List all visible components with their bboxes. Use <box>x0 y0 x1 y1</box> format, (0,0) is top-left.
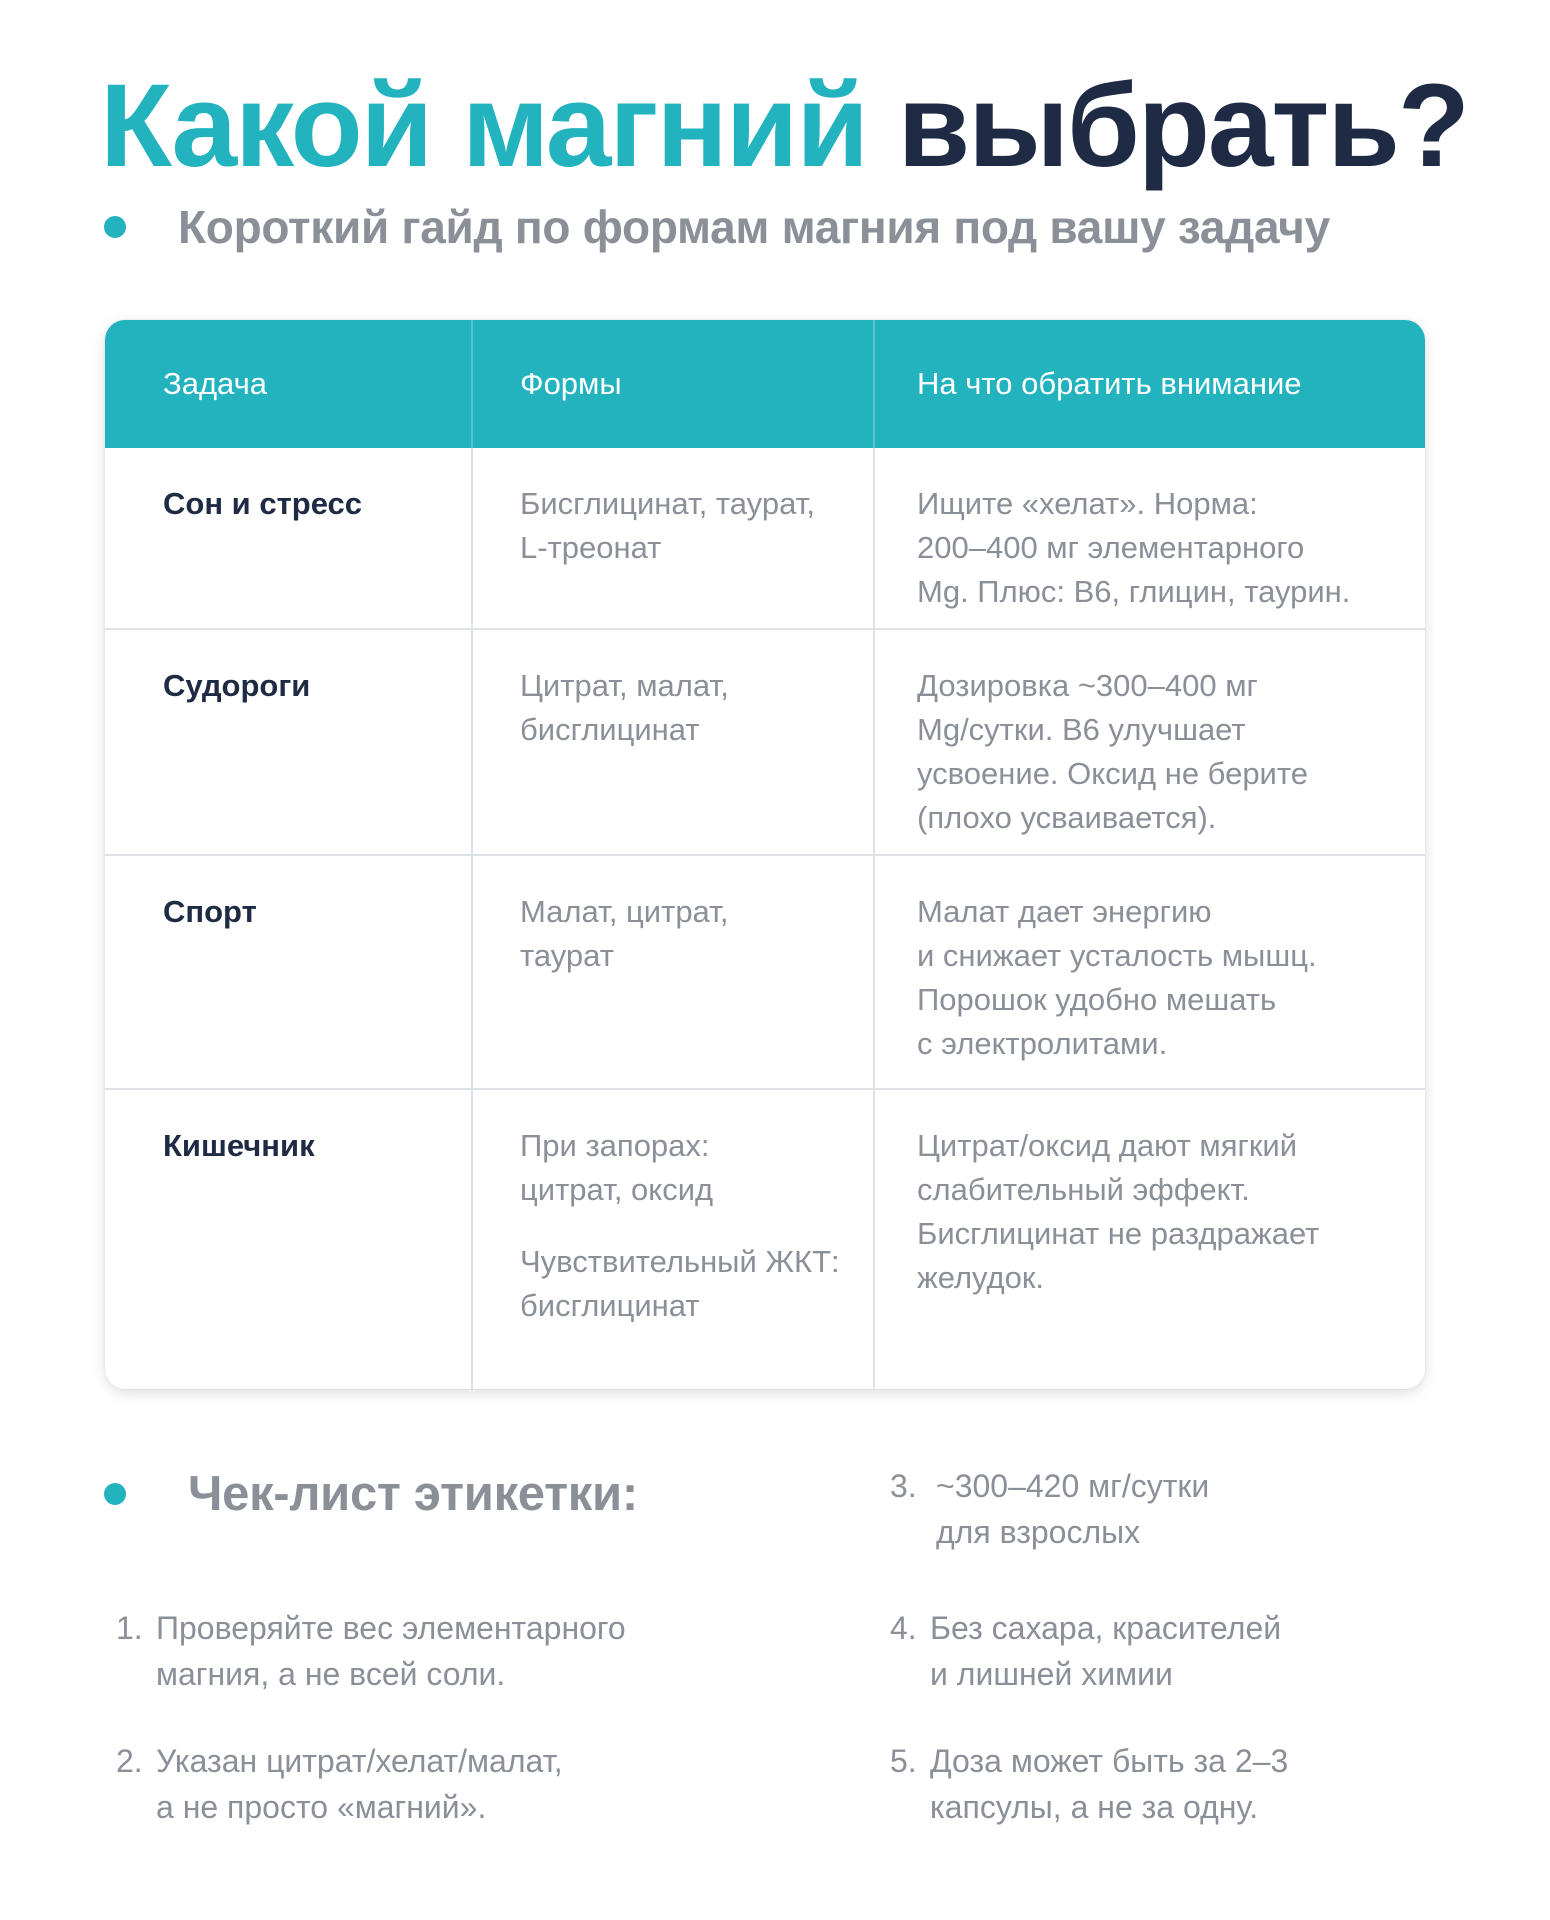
checklist-item-line: а не просто «магний». <box>156 1789 487 1825</box>
forms-cell <box>473 448 875 628</box>
title-dark: выбрать? <box>897 60 1468 192</box>
checklist-item <box>116 1605 626 1697</box>
checklist-heading: Чек-лист этикетки: <box>188 1467 638 1521</box>
checklist-item <box>890 1738 1288 1830</box>
notes-line: Бисглицинат не раздражает <box>917 1216 1320 1251</box>
forms-line: таурат <box>520 938 614 973</box>
magnesium-table <box>105 320 1425 1389</box>
forms-line: При запорах: <box>520 1128 710 1163</box>
column-header-task: Задача <box>105 320 473 448</box>
forms-line: бисглицинат <box>520 712 700 747</box>
notes-cell <box>875 448 1425 628</box>
checklist-item-number: 5. <box>890 1743 917 1779</box>
notes-line: Малат дает энергию <box>917 894 1212 929</box>
column-header-forms: Формы <box>473 320 875 448</box>
checklist-item-line: магния, а не всей соли. <box>156 1656 506 1692</box>
table-header-row <box>105 320 1425 448</box>
checklist-item-line: ~300–420 мг/сутки <box>936 1468 1210 1504</box>
table-row <box>105 1090 1425 1389</box>
notes-cell <box>875 856 1425 1088</box>
notes-cell <box>875 1090 1425 1389</box>
notes-line: желудок. <box>917 1260 1045 1295</box>
forms-cell <box>473 630 875 854</box>
column-header-notes: На что обратить внимание <box>917 366 1302 401</box>
checklist-item-number: 4. <box>890 1610 917 1646</box>
checklist-heading-row <box>104 1466 638 1522</box>
notes-line: Дозировка ~300–400 мг <box>917 668 1258 703</box>
forms-line: Бисглицинат, таурат, <box>520 486 815 521</box>
checklist-item-line: и лишней химии <box>930 1656 1173 1692</box>
checklist-item-line: Доза может быть за 2–3 <box>930 1743 1289 1779</box>
notes-cell <box>875 630 1425 854</box>
forms-cell <box>473 1090 875 1389</box>
checklist-item-line: Проверяйте вес элементарного <box>156 1610 626 1646</box>
forms-line: цитрат, оксид <box>520 1172 714 1207</box>
notes-line: Цитрат/оксид дают мягкий <box>917 1128 1298 1163</box>
task-cell: Сон и стресс <box>105 448 473 628</box>
notes-line: Порошок удобно мешать <box>917 982 1277 1017</box>
notes-line: и снижает усталость мышц. <box>917 938 1317 973</box>
notes-line: Ищите «хелат». Норма: <box>917 486 1258 521</box>
notes-line: 200–400 мг элементарного <box>917 530 1305 565</box>
forms-cell <box>473 856 875 1088</box>
checklist-item <box>116 1738 563 1830</box>
bullet-dot-icon <box>104 1483 126 1505</box>
forms-line: Цитрат, малат, <box>520 668 729 703</box>
forms-line: бисглицинат <box>520 1288 700 1323</box>
forms-line: Чувствительный ЖКТ: <box>520 1244 840 1279</box>
table-row <box>105 448 1425 630</box>
table-row <box>105 856 1425 1090</box>
subtitle: Короткий гайд по формам магния под вашу задачу <box>178 201 1330 253</box>
checklist-item-line: для взрослых <box>936 1514 1141 1550</box>
forms-line: L-треонат <box>520 530 662 565</box>
checklist-item-number: 1. <box>116 1610 143 1646</box>
checklist-item-line: Без сахара, красителей <box>930 1610 1282 1646</box>
task-cell: Спорт <box>105 856 473 1088</box>
task-cell: Кишечник <box>105 1090 473 1389</box>
forms-line: Малат, цитрат, <box>520 894 729 929</box>
table-row <box>105 630 1425 856</box>
notes-line: слабительный эффект. <box>917 1172 1250 1207</box>
notes-line: (плохо усваивается). <box>917 800 1217 835</box>
checklist-item-number: 3. <box>890 1468 917 1504</box>
notes-line: Mg. Плюс: B6, глицин, таурин. <box>917 574 1351 609</box>
subtitle-row <box>104 200 1330 254</box>
checklist-item-line: Указан цитрат/хелат/малат, <box>156 1743 563 1779</box>
bullet-dot-icon <box>104 216 126 238</box>
page-title <box>100 62 1468 192</box>
checklist-item-line: капсулы, а не за одну. <box>930 1789 1259 1825</box>
checklist-item-number: 2. <box>116 1743 143 1779</box>
forms-spacer <box>520 1212 853 1240</box>
notes-line: с электролитами. <box>917 1026 1168 1061</box>
checklist-item <box>890 1463 1209 1555</box>
checklist-item <box>890 1605 1281 1697</box>
title-accent: Какой магний <box>100 60 867 192</box>
task-cell: Судороги <box>105 630 473 854</box>
notes-line: усвоение. Оксид не берите <box>917 756 1308 791</box>
notes-line: Mg/сутки. B6 улучшает <box>917 712 1246 747</box>
